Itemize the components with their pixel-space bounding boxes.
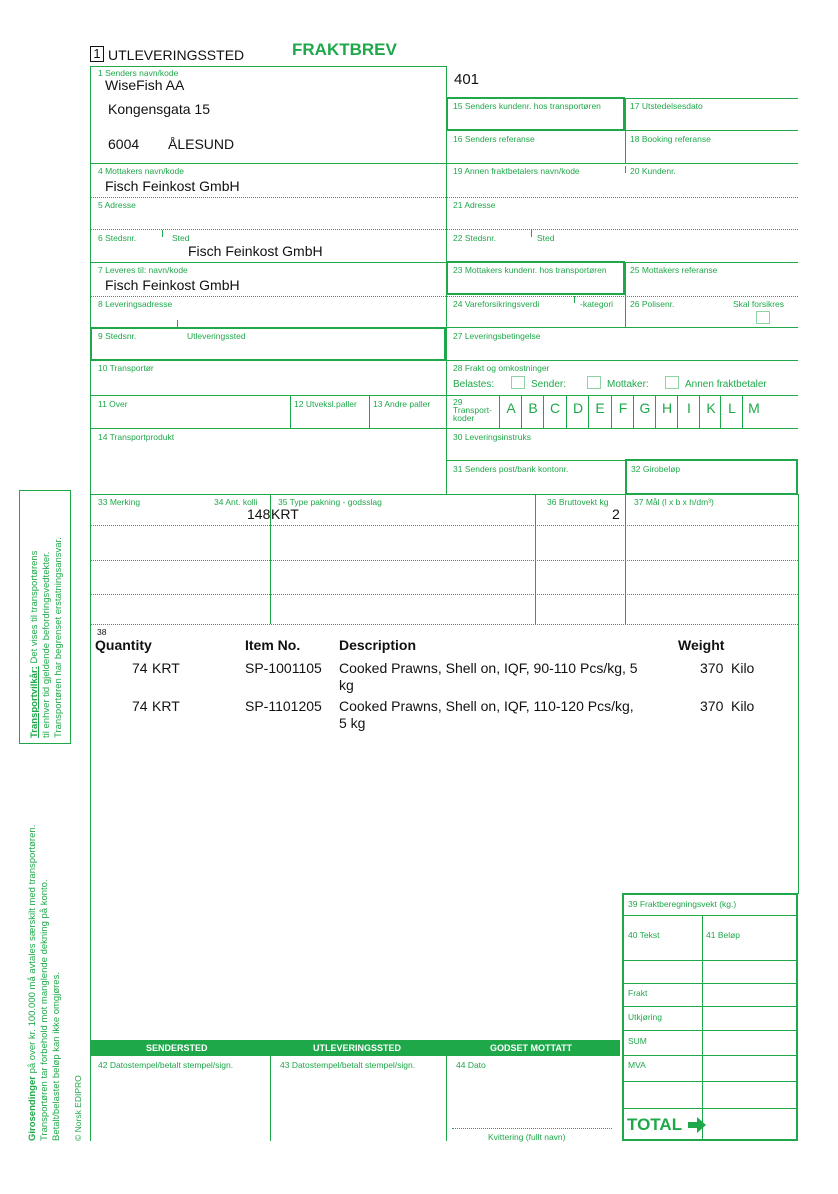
- giro-line2: Transportøren tar forbehold mot manglende dekning på konto.: [39, 879, 50, 1141]
- page-title: FRAKTBREV: [292, 40, 397, 59]
- field-14-label: 14 Transportprodukt: [98, 432, 175, 442]
- transport-code-l: L: [728, 400, 736, 416]
- col-description: Description: [339, 637, 417, 653]
- sender-name: WiseFish AA: [105, 77, 185, 93]
- row-unit: KRT: [152, 698, 180, 714]
- field-26-label: 26 Polisenr.: [630, 299, 675, 309]
- field-35-label: 35 Type pakning - godsslag: [278, 497, 382, 507]
- field-27-label: 27 Leveringsbetingelse: [453, 331, 541, 341]
- utkjoring-label: Utkjøring: [628, 1012, 663, 1022]
- mva-label: MVA: [628, 1060, 646, 1070]
- delivery-name: Fisch Feinkost GmbH: [105, 277, 240, 293]
- colli-count: 148: [247, 506, 271, 522]
- field-15-label: 15 Senders kundenr. hos transportøren: [453, 101, 601, 111]
- row-qty: 74: [132, 698, 148, 714]
- sender-street: Kongensgata 15: [108, 101, 210, 117]
- field-36-label: 36 Bruttovekt kg: [547, 497, 609, 507]
- field-34-label: 34 Ant. kolli: [214, 497, 258, 507]
- receiver-address-label: 5 Adresse: [98, 200, 136, 210]
- field-25-label: 25 Mottakers referanse: [630, 265, 718, 275]
- transport-terms-line1: Transportvilkår: Det vises til transportørens: [29, 550, 40, 738]
- receiver-sted: Fisch Feinkost GmbH: [188, 243, 323, 259]
- sender-city: ÅLESUND: [168, 136, 235, 152]
- sender-postcode: 6004: [108, 136, 140, 152]
- row-weight: 370: [700, 698, 724, 714]
- charge-sender-checkbox[interactable]: [511, 376, 525, 389]
- transport-code-c: C: [549, 400, 561, 416]
- transport-code-m: M: [748, 400, 760, 416]
- charge-receiver-label: Mottaker:: [607, 379, 649, 390]
- col-item-no: Item No.: [245, 637, 301, 653]
- field-17-label: 17 Utstedelsesdato: [630, 101, 703, 111]
- transport-code-i: I: [687, 400, 691, 416]
- footer-sendersted: SENDERSTED: [146, 1043, 208, 1053]
- field-30-label: 30 Leveringsinstruks: [453, 432, 531, 442]
- row-desc: Cooked Prawns, Shell on, IQF, 90-110 Pcs/kg, 5: [339, 660, 638, 676]
- field-13-label: 13 Andre paller: [373, 399, 431, 409]
- delivery-label: 7 Leveres til: navn/kode: [98, 265, 188, 275]
- field-32-label: 32 Girobeløp: [631, 464, 681, 474]
- transport-code-a: A: [506, 400, 516, 416]
- delivery-sted-label: Utleveringssted: [187, 331, 246, 341]
- field-31-label: 31 Senders post/bank kontonr.: [453, 464, 569, 474]
- frakt-label: Frakt: [628, 988, 648, 998]
- receiver-name: Fisch Feinkost GmbH: [105, 178, 240, 194]
- giro-line1: Girosendinger på over kr. 100.000 må avtales særskilt med transportøren.: [27, 824, 38, 1141]
- footer-utleveringssted: UTLEVERINGSSTED: [313, 1043, 402, 1053]
- copyright: © Norsk EDIPRO: [73, 1075, 83, 1141]
- row-weight-unit: Kilo: [731, 660, 755, 676]
- header-place-label: UTLEVERINGSSTED: [108, 47, 245, 63]
- field-42-label: 42 Datostempel/betalt stempel/sign.: [98, 1060, 234, 1070]
- receipt-label: Kvittering (fullt navn): [488, 1132, 566, 1142]
- arrow-right-icon: [688, 1117, 706, 1133]
- transport-terms-line3: Transportøren har begrenset erstatningsansvar.: [53, 537, 64, 738]
- charge-receiver-checkbox[interactable]: [587, 376, 601, 389]
- field-12-label: 12 Utveksl.paller: [294, 399, 357, 409]
- row-weight-unit: Kilo: [731, 698, 755, 714]
- row-weight: 370: [700, 660, 724, 676]
- transport-code-h: H: [661, 400, 673, 416]
- total-label: TOTAL: [627, 1115, 683, 1134]
- giro-line3: Betalt/belastet beløp kan ikke omgjøres.: [51, 972, 62, 1141]
- transport-code-f: F: [618, 400, 628, 416]
- charge-other-label: Annen fraktbetaler: [685, 379, 767, 390]
- field-37-label: 37 Mål (l x b x h/dm³): [634, 497, 714, 507]
- box-number: 1: [90, 46, 104, 62]
- insure-label: Skal forsikres: [733, 299, 785, 309]
- transport-code-d: D: [572, 400, 584, 416]
- delivery-stedsnr-label: 9 Stedsnr.: [98, 331, 137, 341]
- charge-other-checkbox[interactable]: [665, 376, 679, 389]
- field-21-label: 21 Adresse: [453, 200, 496, 210]
- field-40-label: 40 Tekst: [628, 930, 660, 940]
- charge-sender-label: Sender:: [531, 379, 567, 390]
- field-43-label: 43 Datostempel/betalt stempel/sign.: [280, 1060, 416, 1070]
- field-22-sted-label: Sted: [537, 233, 555, 243]
- field-19-label: 19 Annen fraktbetalers navn/kode: [453, 166, 580, 176]
- field-44-label: 44 Dato: [456, 1060, 486, 1070]
- packing-type: KRT: [271, 506, 299, 522]
- receiver-sted-label: Sted: [172, 233, 190, 243]
- row-desc-cont: 5 kg: [339, 715, 366, 731]
- field-10-label: 10 Transportør: [98, 363, 154, 373]
- field-16-label: 16 Senders referanse: [453, 134, 535, 144]
- field-20-label: 20 Kundenr.: [630, 166, 676, 176]
- row-desc-cont: kg: [339, 677, 354, 693]
- transport-code-e: E: [595, 400, 605, 416]
- field-41-label: 41 Beløp: [706, 930, 741, 940]
- row-unit: KRT: [152, 660, 180, 676]
- transport-code-b: B: [528, 400, 538, 416]
- row-item-no: SP-1001105: [245, 660, 322, 676]
- transport-terms-line2: til enhver tid gjeldende befordringsvedtekter.: [41, 551, 52, 738]
- insure-checkbox[interactable]: [756, 311, 770, 324]
- field-24-category-label: -kategori: [580, 299, 614, 309]
- col-weight: Weight: [678, 637, 725, 653]
- field-29-label: 29 Transport- koder: [453, 397, 492, 423]
- charges-label: Belastes:: [453, 379, 495, 390]
- delivery-address-label: 8 Leveringsadresse: [98, 299, 173, 309]
- row-desc: Cooked Prawns, Shell on, IQF, 110-120 Pcs/kg,: [339, 698, 634, 714]
- transport-code-g: G: [639, 400, 651, 416]
- sender-label: 1 Senders navn/kode: [98, 68, 179, 78]
- field-24-label: 24 Vareforsikringsverdi: [453, 299, 540, 309]
- footer-godset-mottatt: GODSET MOTTATT: [490, 1043, 573, 1053]
- field-33-label: 33 Merking: [98, 497, 141, 507]
- field-38-label: 38: [97, 627, 107, 637]
- consignment-number: 401: [454, 71, 480, 88]
- field-11-label: 11 Over: [98, 399, 128, 409]
- field-23-label: 23 Mottakers kundenr. hos transportøren: [453, 265, 607, 275]
- col-quantity: Quantity: [95, 637, 152, 653]
- row-item-no: SP-1101205: [245, 698, 322, 714]
- sum-label: SUM: [628, 1036, 647, 1046]
- receiver-label: 4 Mottakers navn/kode: [98, 166, 184, 176]
- row-qty: 74: [132, 660, 148, 676]
- field-18-label: 18 Booking referanse: [630, 134, 711, 144]
- field-28-label: 28 Frakt og omkostninger: [453, 363, 550, 373]
- receiver-stedsnr-label: 6 Stedsnr.: [98, 233, 137, 243]
- transport-code-k: K: [706, 400, 716, 416]
- field-22-label: 22 Stedsnr.: [453, 233, 497, 243]
- field-39-label: 39 Fraktberegningsvekt (kg.): [628, 899, 737, 909]
- gross-weight: 2: [612, 506, 620, 522]
